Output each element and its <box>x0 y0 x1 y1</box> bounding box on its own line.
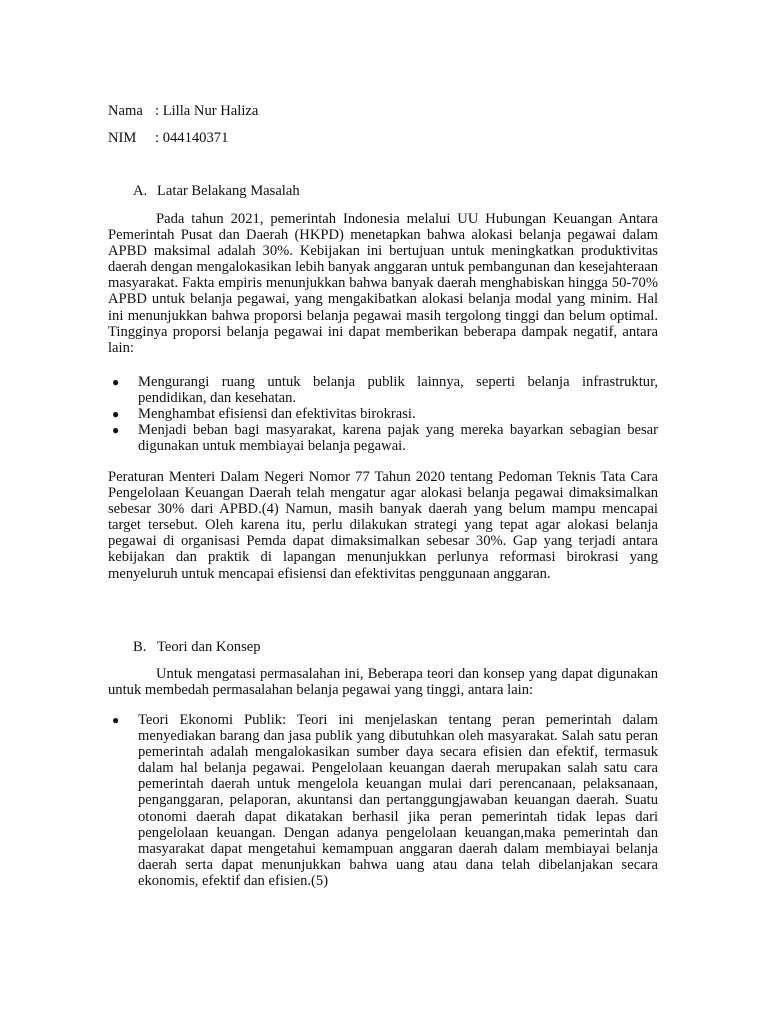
section-b-bullet-list <box>108 712 658 889</box>
list-item <box>108 712 658 889</box>
nim-label: NIM <box>108 130 137 146</box>
section-a-heading <box>133 183 300 200</box>
section-b-letter: B. <box>133 639 147 655</box>
list-item <box>108 406 658 422</box>
bullet-icon: ● <box>112 713 120 727</box>
section-b-heading <box>133 639 261 656</box>
list-item-text: Menjadi beban bagi masyarakat, karena pajak yang mereka bayarkan sebagian besar digunakan untuk membiayai belanja pegawai. <box>138 422 658 455</box>
bullet-icon: ● <box>112 423 120 438</box>
section-a-intro-paragraph: Pada tahun 2021, pemerintah Indonesia melalui UU Hubungan Keuangan Antara Pemerintah Pusat dan Daerah (HKPD) menetapkan bahwa alokasi belanja pegawai dalam APBD maksimal adalah 30%. Kebijakan ini bertujuan untuk meningkatkan produktivitas daerah dengan mengalokasikan lebih banyak anggaran untuk pembangunan dan kesejahteraan masyarakat. Fakta empiris menunjukkan bahwa banyak daerah menghabiskan hingga 50-70% APBD untuk belanja pegawai, yang mengakibatkan alokasi belanja modal yang minim. Hal ini menunjukkan bahwa proporsi belanja pegawai masih tergolong tinggi dan belum optimal. Tingginya proporsi belanja pegawai ini dapat memberikan beberapa dampak negatif, antara lain: <box>108 211 658 356</box>
list-item <box>108 422 658 454</box>
section-a-title: Latar Belakang Masalah <box>157 183 300 199</box>
section-b-intro-paragraph: Untuk mengatasi permasalahan ini, Beberapa teori dan konsep yang dapat digunakan untuk membedah permasalahan belanja pegawai yang tinggi, antara lain: <box>108 666 658 699</box>
bullet-icon: ● <box>112 407 120 422</box>
nim-line <box>108 130 228 147</box>
section-a-letter: A. <box>133 183 148 199</box>
section-b-title: Teori dan Konsep <box>157 639 261 655</box>
bullet-icon: ● <box>112 375 120 389</box>
section-a-closing-paragraph: Peraturan Menteri Dalam Negeri Nomor 77 Tahun 2020 tentang Pedoman Teknis Tata Cara Pengelolaan Keuangan Daerah telah mengatur agar alokasi belanja pegawai dimaksimalkan sebesar 30% dari APBD.(4) Namun, masih banyak daerah yang belum mampu mencapai target tersebut. Oleh karena itu, perlu dilakukan strategi yang tepat agar alokasi belanja pegawai di organisasi Pemda dapat dimaksimalkan sebesar 30%. Gap yang terjadi antara kebijakan dan praktik di lapangan menunjukkan perlunya reformasi birokrasi yang menyeluruh untuk mencapai efisiensi dan efektivitas penggunaan anggaran. <box>108 469 658 582</box>
list-item-text: Teori Ekonomi Publik: Teori ini menjelaskan tentang peran pemerintah dalam menyediakan barang dan jasa publik yang dibutuhkan oleh masyarakat. Salah satu peran pemerintah adalah mengalokasikan sumber daya secara efisien dan efektif, termasuk dalam hal belanja pegawai. Pengelolaan keuangan daerah merupakan salah satu cara pemerintah daerah untuk mengelola keuangan mulai dari perencanaan, pelaksanaan, penganggaran, pelaporan, akuntansi dan pertanggungjawaban keuangan daerah. Suatu otonomi daerah dapat dikatakan berhasil jika peran pemerintah tidak lepas dari pengelolaan keuangan. Dengan adanya pengelolaan keuangan,maka pemerintah dan masyarakat dapat mengetahui kemampuan anggaran daerah dalam membiayai belanja daerah serta dapat menunjukkan bahwa uang atau dana telah dibelanjakan secara ekonomis, efektif dan efisien.(5) <box>138 712 658 889</box>
name-label: Nama <box>108 103 143 119</box>
name-value: : Lilla Nur Haliza <box>155 103 259 119</box>
list-item <box>108 374 658 406</box>
list-item-text: Mengurangi ruang untuk belanja publik lainnya, seperti belanja infrastruktur, pendidikan, dan kesehatan. <box>138 374 658 407</box>
section-a-bullet-list <box>108 374 658 454</box>
nim-value: : 044140371 <box>155 130 229 146</box>
name-line <box>108 103 258 120</box>
list-item-text: Menghambat efisiensi dan efektivitas birokrasi. <box>138 406 416 423</box>
